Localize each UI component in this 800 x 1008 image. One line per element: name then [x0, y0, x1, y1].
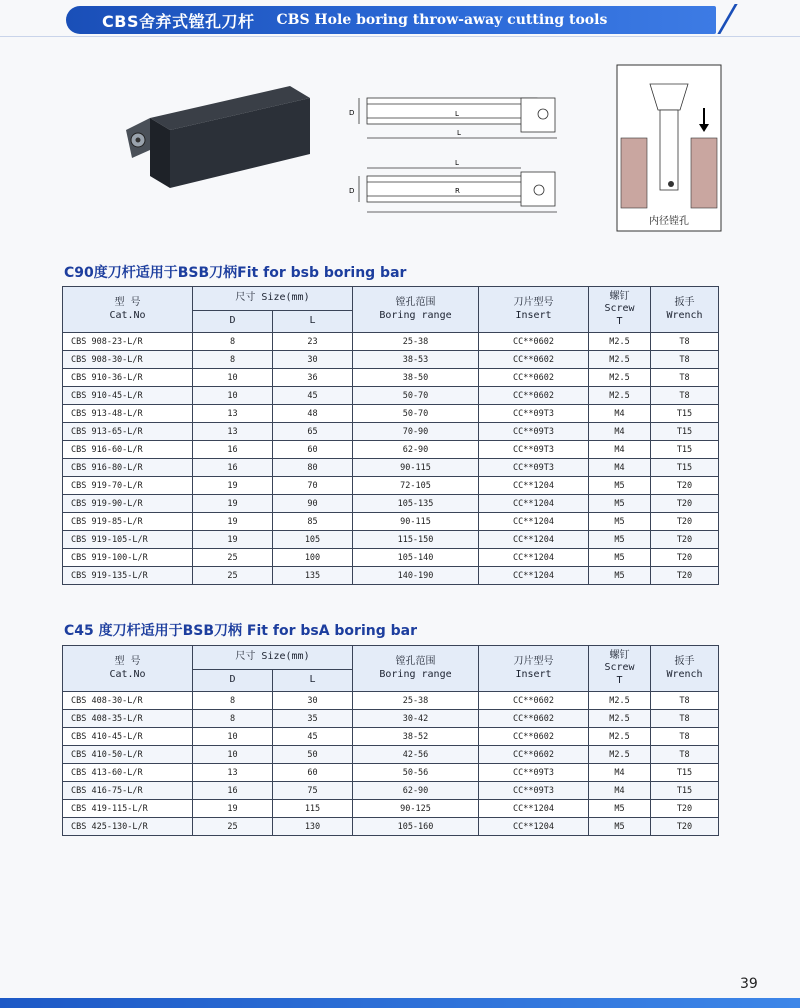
cell-cat-no: CBS 919-135-L/R — [63, 567, 193, 585]
col-header-wrench-en: Wrench — [666, 668, 703, 680]
boring-illustration — [616, 64, 722, 234]
col-header-boring-zh: 镗孔范围 — [395, 656, 436, 667]
cell-d: 25 — [193, 567, 273, 585]
cell-d: 19 — [193, 495, 273, 513]
cell-boring-range: 90-125 — [353, 800, 479, 818]
cell-d: 10 — [193, 728, 273, 746]
table-row — [63, 692, 719, 710]
cell-l: 105 — [273, 531, 353, 549]
cell-insert: CC**0602 — [479, 746, 589, 764]
cell-l: 130 — [273, 818, 353, 836]
dim-label-l-bottom: L — [455, 159, 459, 167]
cell-screw: M4 — [589, 441, 651, 459]
cell-d: 8 — [193, 710, 273, 728]
cell-l: 36 — [273, 369, 353, 387]
header-divider — [0, 36, 800, 37]
cell-boring-range: 38-53 — [353, 351, 479, 369]
cell-l: 85 — [273, 513, 353, 531]
cell-insert: CC**1204 — [479, 818, 589, 836]
cell-d: 19 — [193, 513, 273, 531]
cell-insert: CC**0602 — [479, 728, 589, 746]
footer-bar — [0, 998, 800, 1008]
tool-photo — [120, 78, 330, 198]
cell-d: 19 — [193, 477, 273, 495]
table-row — [63, 369, 719, 387]
page-title-en: CBS Hole boring throw-away cutting tools — [276, 12, 608, 28]
cell-wrench: T8 — [651, 728, 719, 746]
cell-wrench: T8 — [651, 746, 719, 764]
cell-l: 45 — [273, 728, 353, 746]
col-header-l: L — [273, 670, 353, 692]
cell-boring-range: 90-115 — [353, 513, 479, 531]
cell-screw: M5 — [589, 800, 651, 818]
col-header-screw-en: Screw — [604, 662, 635, 674]
table-row — [63, 333, 719, 351]
cell-insert: CC**09T3 — [479, 782, 589, 800]
table-row — [63, 459, 719, 477]
col-header-cat — [63, 646, 193, 692]
cell-boring-range: 105-160 — [353, 818, 479, 836]
table-row — [63, 567, 719, 585]
cell-boring-range: 25-38 — [353, 692, 479, 710]
col-header-cat-zh: 型 号 — [114, 297, 141, 308]
cell-l: 30 — [273, 351, 353, 369]
cell-wrench: T15 — [651, 423, 719, 441]
cell-cat-no: CBS 916-60-L/R — [63, 441, 193, 459]
cell-insert: CC**1204 — [479, 513, 589, 531]
col-header-size: 尺寸 Size(mm) — [193, 646, 353, 670]
col-header-wrench-zh: 扳手 — [674, 297, 695, 308]
cell-l: 70 — [273, 477, 353, 495]
cell-l: 90 — [273, 495, 353, 513]
col-header-insert-en: Insert — [515, 309, 552, 321]
col-header-insert-zh: 刀片型号 — [513, 297, 554, 308]
cell-boring-range: 140-190 — [353, 567, 479, 585]
cell-boring-range: 90-115 — [353, 459, 479, 477]
cell-l: 65 — [273, 423, 353, 441]
cell-d: 16 — [193, 441, 273, 459]
section-title-c45: C45 度刀杆适用于BSB刀柄 Fit for bsA boring bar — [64, 623, 417, 639]
cell-wrench: T15 — [651, 782, 719, 800]
col-header-screw-zh: 螺钉 — [609, 649, 630, 661]
cell-screw: M5 — [589, 495, 651, 513]
cell-l: 60 — [273, 764, 353, 782]
cell-insert: CC**0602 — [479, 692, 589, 710]
cell-insert: CC**0602 — [479, 369, 589, 387]
cell-boring-range: 30-42 — [353, 710, 479, 728]
cell-cat-no: CBS 425-130-L/R — [63, 818, 193, 836]
table-row — [63, 531, 719, 549]
col-header-size: 尺寸 Size(mm) — [193, 287, 353, 311]
cell-screw: M4 — [589, 423, 651, 441]
cell-screw: M2.5 — [589, 710, 651, 728]
table-row — [63, 782, 719, 800]
cell-d: 19 — [193, 531, 273, 549]
cell-boring-range: 38-52 — [353, 728, 479, 746]
col-header-boring-en: Boring range — [379, 668, 452, 680]
cell-boring-range: 38-50 — [353, 369, 479, 387]
cell-screw: M2.5 — [589, 728, 651, 746]
cell-insert: CC**09T3 — [479, 405, 589, 423]
cell-screw: M5 — [589, 567, 651, 585]
spec-table-c90 — [62, 286, 719, 585]
table-row — [63, 387, 719, 405]
cell-screw: M2.5 — [589, 333, 651, 351]
section-title-c90: C90度刀杆适用于BSB刀柄Fit for bsb boring bar — [64, 265, 407, 281]
cell-boring-range: 50-70 — [353, 387, 479, 405]
cell-wrench: T8 — [651, 369, 719, 387]
cell-wrench: T20 — [651, 549, 719, 567]
cell-l: 115 — [273, 800, 353, 818]
col-header-cat-en: Cat.No — [109, 668, 146, 680]
cell-cat-no: CBS 919-100-L/R — [63, 549, 193, 567]
cell-l: 80 — [273, 459, 353, 477]
dim-label-r: R — [455, 187, 460, 195]
cell-d: 10 — [193, 387, 273, 405]
cell-screw: M2.5 — [589, 746, 651, 764]
cell-insert: CC**0602 — [479, 387, 589, 405]
cell-cat-no: CBS 913-48-L/R — [63, 405, 193, 423]
cell-boring-range: 62-90 — [353, 441, 479, 459]
table-row — [63, 800, 719, 818]
col-header-wrench-zh: 扳手 — [674, 656, 695, 667]
cell-d: 16 — [193, 782, 273, 800]
cell-insert: CC**1204 — [479, 567, 589, 585]
cell-cat-no: CBS 408-30-L/R — [63, 692, 193, 710]
cell-insert: CC**09T3 — [479, 459, 589, 477]
cell-screw: M5 — [589, 818, 651, 836]
col-header-cat-zh: 型 号 — [114, 656, 141, 667]
table-row — [63, 423, 719, 441]
table-row — [63, 513, 719, 531]
cell-cat-no: CBS 416-75-L/R — [63, 782, 193, 800]
col-header-boring — [353, 646, 479, 692]
cell-cat-no: CBS 408-35-L/R — [63, 710, 193, 728]
cell-screw: M2.5 — [589, 387, 651, 405]
cell-screw: M4 — [589, 405, 651, 423]
cell-d: 13 — [193, 423, 273, 441]
col-header-boring-en: Boring range — [379, 309, 452, 321]
cell-screw: M5 — [589, 531, 651, 549]
col-header-boring-zh: 镗孔范围 — [395, 297, 436, 308]
col-header-wrench — [651, 287, 719, 333]
col-header-boring — [353, 287, 479, 333]
cell-l: 135 — [273, 567, 353, 585]
table-row — [63, 728, 719, 746]
dim-label-l-total: L — [457, 129, 461, 137]
cell-d: 8 — [193, 333, 273, 351]
cell-l: 30 — [273, 692, 353, 710]
cell-insert: CC**1204 — [479, 477, 589, 495]
col-header-insert — [479, 287, 589, 333]
cell-d: 13 — [193, 405, 273, 423]
table-body-c90 — [63, 333, 719, 585]
cell-d: 10 — [193, 369, 273, 387]
cell-d: 10 — [193, 746, 273, 764]
cell-l: 50 — [273, 746, 353, 764]
spec-table-c45 — [62, 645, 719, 836]
col-header-screw-t: T — [616, 315, 623, 327]
table-row — [63, 710, 719, 728]
col-header-screw-en: Screw — [604, 303, 635, 315]
cell-wrench: T20 — [651, 495, 719, 513]
cell-l: 48 — [273, 405, 353, 423]
col-header-screw-t: T — [616, 674, 623, 686]
col-header-l: L — [273, 311, 353, 333]
dim-label-d-bottom: D — [349, 187, 355, 195]
col-header-insert-zh: 刀片型号 — [513, 656, 554, 667]
col-header-cat — [63, 287, 193, 333]
cell-wrench: T20 — [651, 477, 719, 495]
table-row — [63, 351, 719, 369]
cell-l: 60 — [273, 441, 353, 459]
cell-boring-range: 50-70 — [353, 405, 479, 423]
table-row — [63, 477, 719, 495]
table-row — [63, 495, 719, 513]
cell-wrench: T8 — [651, 333, 719, 351]
cell-boring-range: 25-38 — [353, 333, 479, 351]
cell-wrench: T15 — [651, 459, 719, 477]
cell-wrench: T20 — [651, 567, 719, 585]
col-header-screw — [589, 287, 651, 333]
col-header-wrench-en: Wrench — [666, 309, 703, 321]
cell-screw: M5 — [589, 513, 651, 531]
cell-screw: M2.5 — [589, 369, 651, 387]
cell-boring-range: 50-56 — [353, 764, 479, 782]
cell-boring-range: 62-90 — [353, 782, 479, 800]
dim-label-d-top: D — [349, 109, 355, 117]
cell-cat-no: CBS 919-70-L/R — [63, 477, 193, 495]
cell-screw: M5 — [589, 477, 651, 495]
cell-wrench: T15 — [651, 441, 719, 459]
cell-cat-no: CBS 910-45-L/R — [63, 387, 193, 405]
cell-boring-range: 105-140 — [353, 549, 479, 567]
col-header-screw-zh: 螺钉 — [609, 290, 630, 302]
col-header-insert-en: Insert — [515, 668, 552, 680]
cell-cat-no: CBS 908-30-L/R — [63, 351, 193, 369]
cell-cat-no: CBS 919-105-L/R — [63, 531, 193, 549]
cell-screw: M4 — [589, 764, 651, 782]
cell-boring-range: 42-56 — [353, 746, 479, 764]
cell-insert: CC**0602 — [479, 710, 589, 728]
cell-cat-no: CBS 410-45-L/R — [63, 728, 193, 746]
cell-screw: M5 — [589, 549, 651, 567]
cell-cat-no: CBS 916-80-L/R — [63, 459, 193, 477]
cell-wrench: T15 — [651, 764, 719, 782]
col-header-cat-en: Cat.No — [109, 309, 146, 321]
cell-boring-range: 115-150 — [353, 531, 479, 549]
cell-wrench: T8 — [651, 387, 719, 405]
cell-wrench: T8 — [651, 692, 719, 710]
col-header-d: D — [193, 670, 273, 692]
cell-d: 13 — [193, 764, 273, 782]
cell-cat-no: CBS 913-65-L/R — [63, 423, 193, 441]
cell-boring-range: 72-105 — [353, 477, 479, 495]
cell-insert: CC**09T3 — [479, 423, 589, 441]
table-row — [63, 441, 719, 459]
table-row — [63, 746, 719, 764]
dim-label-l-top: L — [455, 110, 459, 118]
table-body-c45 — [63, 692, 719, 836]
col-header-screw — [589, 646, 651, 692]
page-title-zh: CBS舍弃式镗孔刀杆 — [102, 11, 255, 31]
cell-insert: CC**1204 — [479, 495, 589, 513]
cell-l: 35 — [273, 710, 353, 728]
cell-insert: CC**09T3 — [479, 764, 589, 782]
cell-d: 8 — [193, 351, 273, 369]
cell-boring-range: 105-135 — [353, 495, 479, 513]
cell-boring-range: 70-90 — [353, 423, 479, 441]
cell-cat-no: CBS 919-85-L/R — [63, 513, 193, 531]
cell-l: 45 — [273, 387, 353, 405]
cell-screw: M2.5 — [589, 692, 651, 710]
table-row — [63, 405, 719, 423]
cell-wrench: T15 — [651, 405, 719, 423]
table-row — [63, 818, 719, 836]
cell-insert: CC**1204 — [479, 531, 589, 549]
table-row — [63, 549, 719, 567]
cell-d: 16 — [193, 459, 273, 477]
cell-wrench: T8 — [651, 351, 719, 369]
cell-wrench: T20 — [651, 531, 719, 549]
header-banner — [66, 6, 716, 34]
cell-cat-no: CBS 413-60-L/R — [63, 764, 193, 782]
cell-cat-no: CBS 908-23-L/R — [63, 333, 193, 351]
cell-screw: M4 — [589, 782, 651, 800]
cell-insert: CC**09T3 — [479, 441, 589, 459]
cell-screw: M4 — [589, 459, 651, 477]
cell-screw: M2.5 — [589, 351, 651, 369]
cell-cat-no: CBS 410-50-L/R — [63, 746, 193, 764]
cell-l: 75 — [273, 782, 353, 800]
col-header-d: D — [193, 311, 273, 333]
cell-insert: CC**1204 — [479, 549, 589, 567]
cell-d: 8 — [193, 692, 273, 710]
cell-wrench: T20 — [651, 818, 719, 836]
cell-l: 23 — [273, 333, 353, 351]
cell-wrench: T20 — [651, 513, 719, 531]
cell-cat-no: CBS 910-36-L/R — [63, 369, 193, 387]
cell-wrench: T8 — [651, 710, 719, 728]
cell-insert: CC**0602 — [479, 333, 589, 351]
col-header-insert — [479, 646, 589, 692]
cell-insert: CC**0602 — [479, 351, 589, 369]
page-number: 39 — [740, 976, 758, 992]
cell-d: 25 — [193, 818, 273, 836]
cell-d: 25 — [193, 549, 273, 567]
table-row — [63, 764, 719, 782]
cell-cat-no: CBS 919-90-L/R — [63, 495, 193, 513]
cell-wrench: T20 — [651, 800, 719, 818]
dimension-drawings — [345, 92, 575, 232]
cell-insert: CC**1204 — [479, 800, 589, 818]
col-header-wrench — [651, 646, 719, 692]
cell-cat-no: CBS 419-115-L/R — [63, 800, 193, 818]
cell-d: 19 — [193, 800, 273, 818]
cell-l: 100 — [273, 549, 353, 567]
boring-illustration-caption: 内径镗孔 — [649, 216, 689, 227]
